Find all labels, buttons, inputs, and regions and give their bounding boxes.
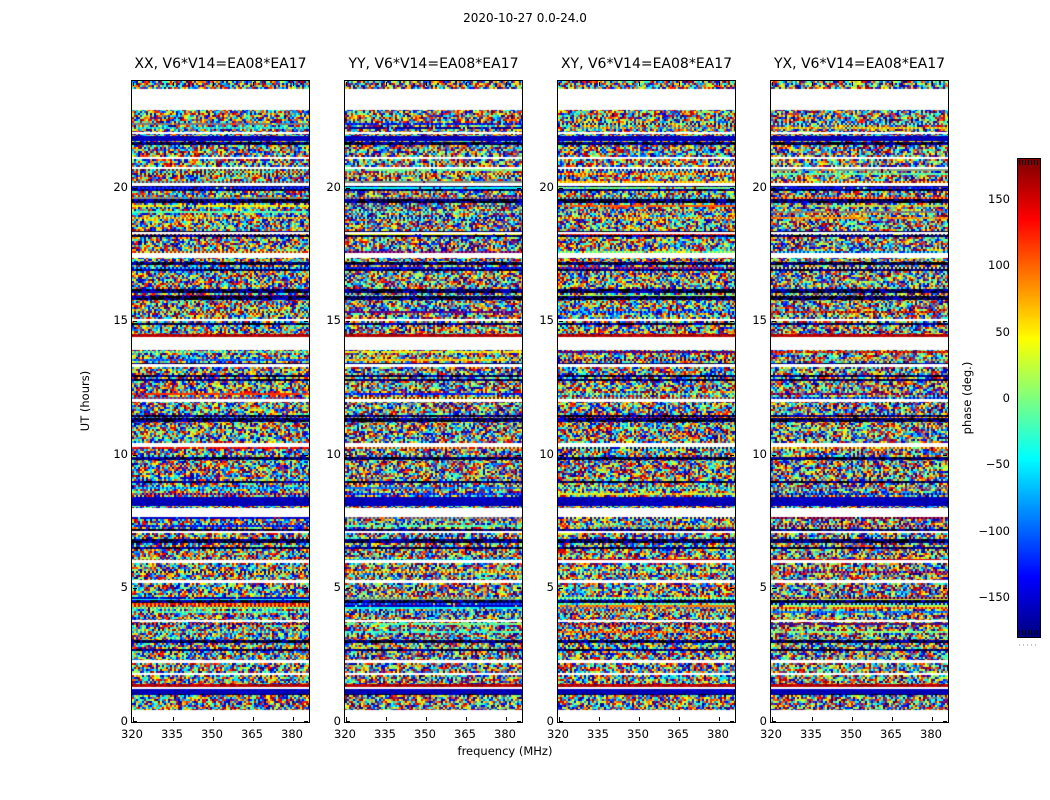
y-tick-label: 5 [333, 580, 341, 594]
y-tick-mark [133, 455, 137, 456]
colorbar-tick-label: 100 [988, 258, 1010, 272]
phase-heatmap-canvas-yx [771, 81, 948, 722]
y-tick-mark [730, 321, 734, 322]
x-tick-label: 320 [334, 727, 356, 741]
x-tick-mark [679, 82, 680, 86]
x-tick-mark [133, 82, 134, 86]
y-tick-mark [559, 188, 563, 189]
x-tick-label: 335 [800, 727, 822, 741]
y-tick-mark [346, 321, 350, 322]
colorbar-tick-label: −150 [978, 590, 1010, 604]
y-tick-mark [133, 321, 137, 322]
x-tick-mark [559, 82, 560, 86]
x-tick-mark [426, 82, 427, 86]
y-tick-label: 15 [326, 313, 341, 327]
x-tick-label: 380 [281, 727, 303, 741]
y-tick-mark [559, 321, 563, 322]
panel-title-xx: XX, V6*V14=EA08*EA17 [134, 56, 307, 72]
x-tick-label: 350 [201, 727, 223, 741]
x-tick-label: 380 [494, 727, 516, 741]
y-tick-mark [772, 721, 776, 722]
x-tick-label: 365 [241, 727, 263, 741]
y-tick-mark [133, 588, 137, 589]
y-tick-label: 10 [752, 447, 767, 461]
x-tick-mark [639, 717, 640, 721]
x-tick-mark [719, 82, 720, 86]
x-tick-mark [253, 82, 254, 86]
x-tick-mark [386, 82, 387, 86]
y-tick-mark [730, 455, 734, 456]
x-tick-label: 335 [587, 727, 609, 741]
y-tick-mark [943, 188, 947, 189]
y-tick-mark [559, 455, 563, 456]
phase-heatmap-canvas-xx [132, 81, 309, 722]
y-tick-label: 0 [546, 714, 554, 728]
y-tick-label: 10 [326, 447, 341, 461]
x-tick-label: 380 [920, 727, 942, 741]
x-tick-mark [466, 82, 467, 86]
phase-heatmap-canvas-yy [345, 81, 522, 722]
y-tick-label: 20 [752, 180, 767, 194]
x-tick-mark [812, 82, 813, 86]
y-tick-mark [943, 588, 947, 589]
x-tick-label: 350 [627, 727, 649, 741]
colorbar-tick-label: 150 [988, 192, 1010, 206]
y-tick-label: 15 [752, 313, 767, 327]
x-tick-mark [812, 717, 813, 721]
x-tick-mark [932, 717, 933, 721]
y-tick-label: 15 [539, 313, 554, 327]
x-tick-mark [173, 717, 174, 721]
y-tick-label: 20 [326, 180, 341, 194]
y-tick-mark [133, 721, 137, 722]
x-tick-mark [293, 717, 294, 721]
x-tick-mark [892, 82, 893, 86]
y-tick-mark [517, 321, 521, 322]
colorbar-label: phase (deg.) [960, 361, 974, 435]
y-tick-mark [730, 588, 734, 589]
x-tick-mark [386, 717, 387, 721]
y-tick-mark [772, 588, 776, 589]
colorbar-bottom-minor-ticks [1019, 630, 1039, 635]
y-tick-mark [304, 455, 308, 456]
figure-title: 2020-10-27 0.0-24.0 [463, 11, 587, 25]
x-tick-label: 365 [454, 727, 476, 741]
y-tick-label: 0 [759, 714, 767, 728]
x-tick-mark [719, 717, 720, 721]
y-tick-mark [517, 721, 521, 722]
x-tick-label: 320 [121, 727, 143, 741]
x-tick-mark [852, 717, 853, 721]
x-tick-mark [852, 82, 853, 86]
y-tick-label: 20 [539, 180, 554, 194]
y-tick-mark [517, 455, 521, 456]
x-tick-label: 350 [840, 727, 862, 741]
y-tick-label: 20 [113, 180, 128, 194]
colorbar-gradient-canvas [1018, 159, 1040, 637]
y-tick-mark [559, 721, 563, 722]
y-tick-mark [346, 721, 350, 722]
x-tick-label: 335 [161, 727, 183, 741]
x-tick-mark [173, 82, 174, 86]
y-tick-label: 10 [113, 447, 128, 461]
y-tick-mark [346, 188, 350, 189]
y-tick-mark [772, 455, 776, 456]
x-tick-mark [892, 717, 893, 721]
panel-title-yx: YX, V6*V14=EA08*EA17 [773, 56, 946, 72]
y-axis-label: UT (hours) [78, 370, 92, 432]
x-tick-mark [293, 82, 294, 86]
x-tick-mark [213, 717, 214, 721]
y-tick-mark [943, 455, 947, 456]
x-tick-label: 320 [547, 727, 569, 741]
colorbar-top-minor-ticks [1019, 160, 1039, 165]
y-tick-label: 10 [539, 447, 554, 461]
colorbar-tick-label: −100 [978, 524, 1010, 538]
y-tick-mark [517, 588, 521, 589]
x-tick-mark [346, 82, 347, 86]
y-tick-label: 0 [333, 714, 341, 728]
panel-title-yy: YY, V6*V14=EA08*EA17 [348, 56, 519, 72]
x-tick-mark [506, 82, 507, 86]
x-axis-label: frequency (MHz) [457, 744, 553, 758]
y-tick-mark [730, 721, 734, 722]
y-tick-mark [943, 721, 947, 722]
y-tick-mark [346, 588, 350, 589]
x-tick-mark [253, 717, 254, 721]
x-tick-mark [426, 717, 427, 721]
y-tick-mark [517, 188, 521, 189]
y-tick-mark [304, 721, 308, 722]
y-tick-mark [304, 188, 308, 189]
axes-box-xy [557, 80, 736, 723]
axes-box-yx [770, 80, 949, 723]
x-tick-label: 335 [374, 727, 396, 741]
x-tick-mark [772, 82, 773, 86]
x-tick-label: 350 [414, 727, 436, 741]
x-tick-label: 365 [667, 727, 689, 741]
x-tick-label: 380 [707, 727, 729, 741]
y-tick-mark [304, 321, 308, 322]
x-tick-mark [213, 82, 214, 86]
y-tick-mark [943, 321, 947, 322]
y-tick-mark [346, 455, 350, 456]
y-tick-mark [304, 588, 308, 589]
x-tick-mark [599, 82, 600, 86]
axes-box-xx [131, 80, 310, 723]
y-tick-mark [772, 188, 776, 189]
y-tick-mark [772, 321, 776, 322]
x-tick-mark [679, 717, 680, 721]
x-tick-mark [466, 717, 467, 721]
x-tick-mark [639, 82, 640, 86]
y-tick-label: 5 [546, 580, 554, 594]
colorbar-tick-label: −50 [985, 457, 1010, 471]
axes-box-yy [344, 80, 523, 723]
y-tick-mark [133, 188, 137, 189]
y-tick-label: 0 [120, 714, 128, 728]
panel-title-xy: XY, V6*V14=EA08*EA17 [560, 56, 733, 72]
colorbar-tick-label: 50 [995, 325, 1010, 339]
x-tick-mark [506, 717, 507, 721]
x-tick-label: 365 [880, 727, 902, 741]
y-tick-label: 5 [759, 580, 767, 594]
y-tick-mark [559, 588, 563, 589]
y-tick-mark [730, 188, 734, 189]
y-tick-label: 5 [120, 580, 128, 594]
x-tick-mark [932, 82, 933, 86]
colorbar-tick-label: 0 [1002, 391, 1010, 405]
colorbar [1017, 158, 1041, 638]
colorbar-below-dots [1019, 644, 1039, 646]
phase-heatmap-canvas-xy [558, 81, 735, 722]
x-tick-label: 320 [760, 727, 782, 741]
y-tick-label: 15 [113, 313, 128, 327]
x-tick-mark [599, 717, 600, 721]
